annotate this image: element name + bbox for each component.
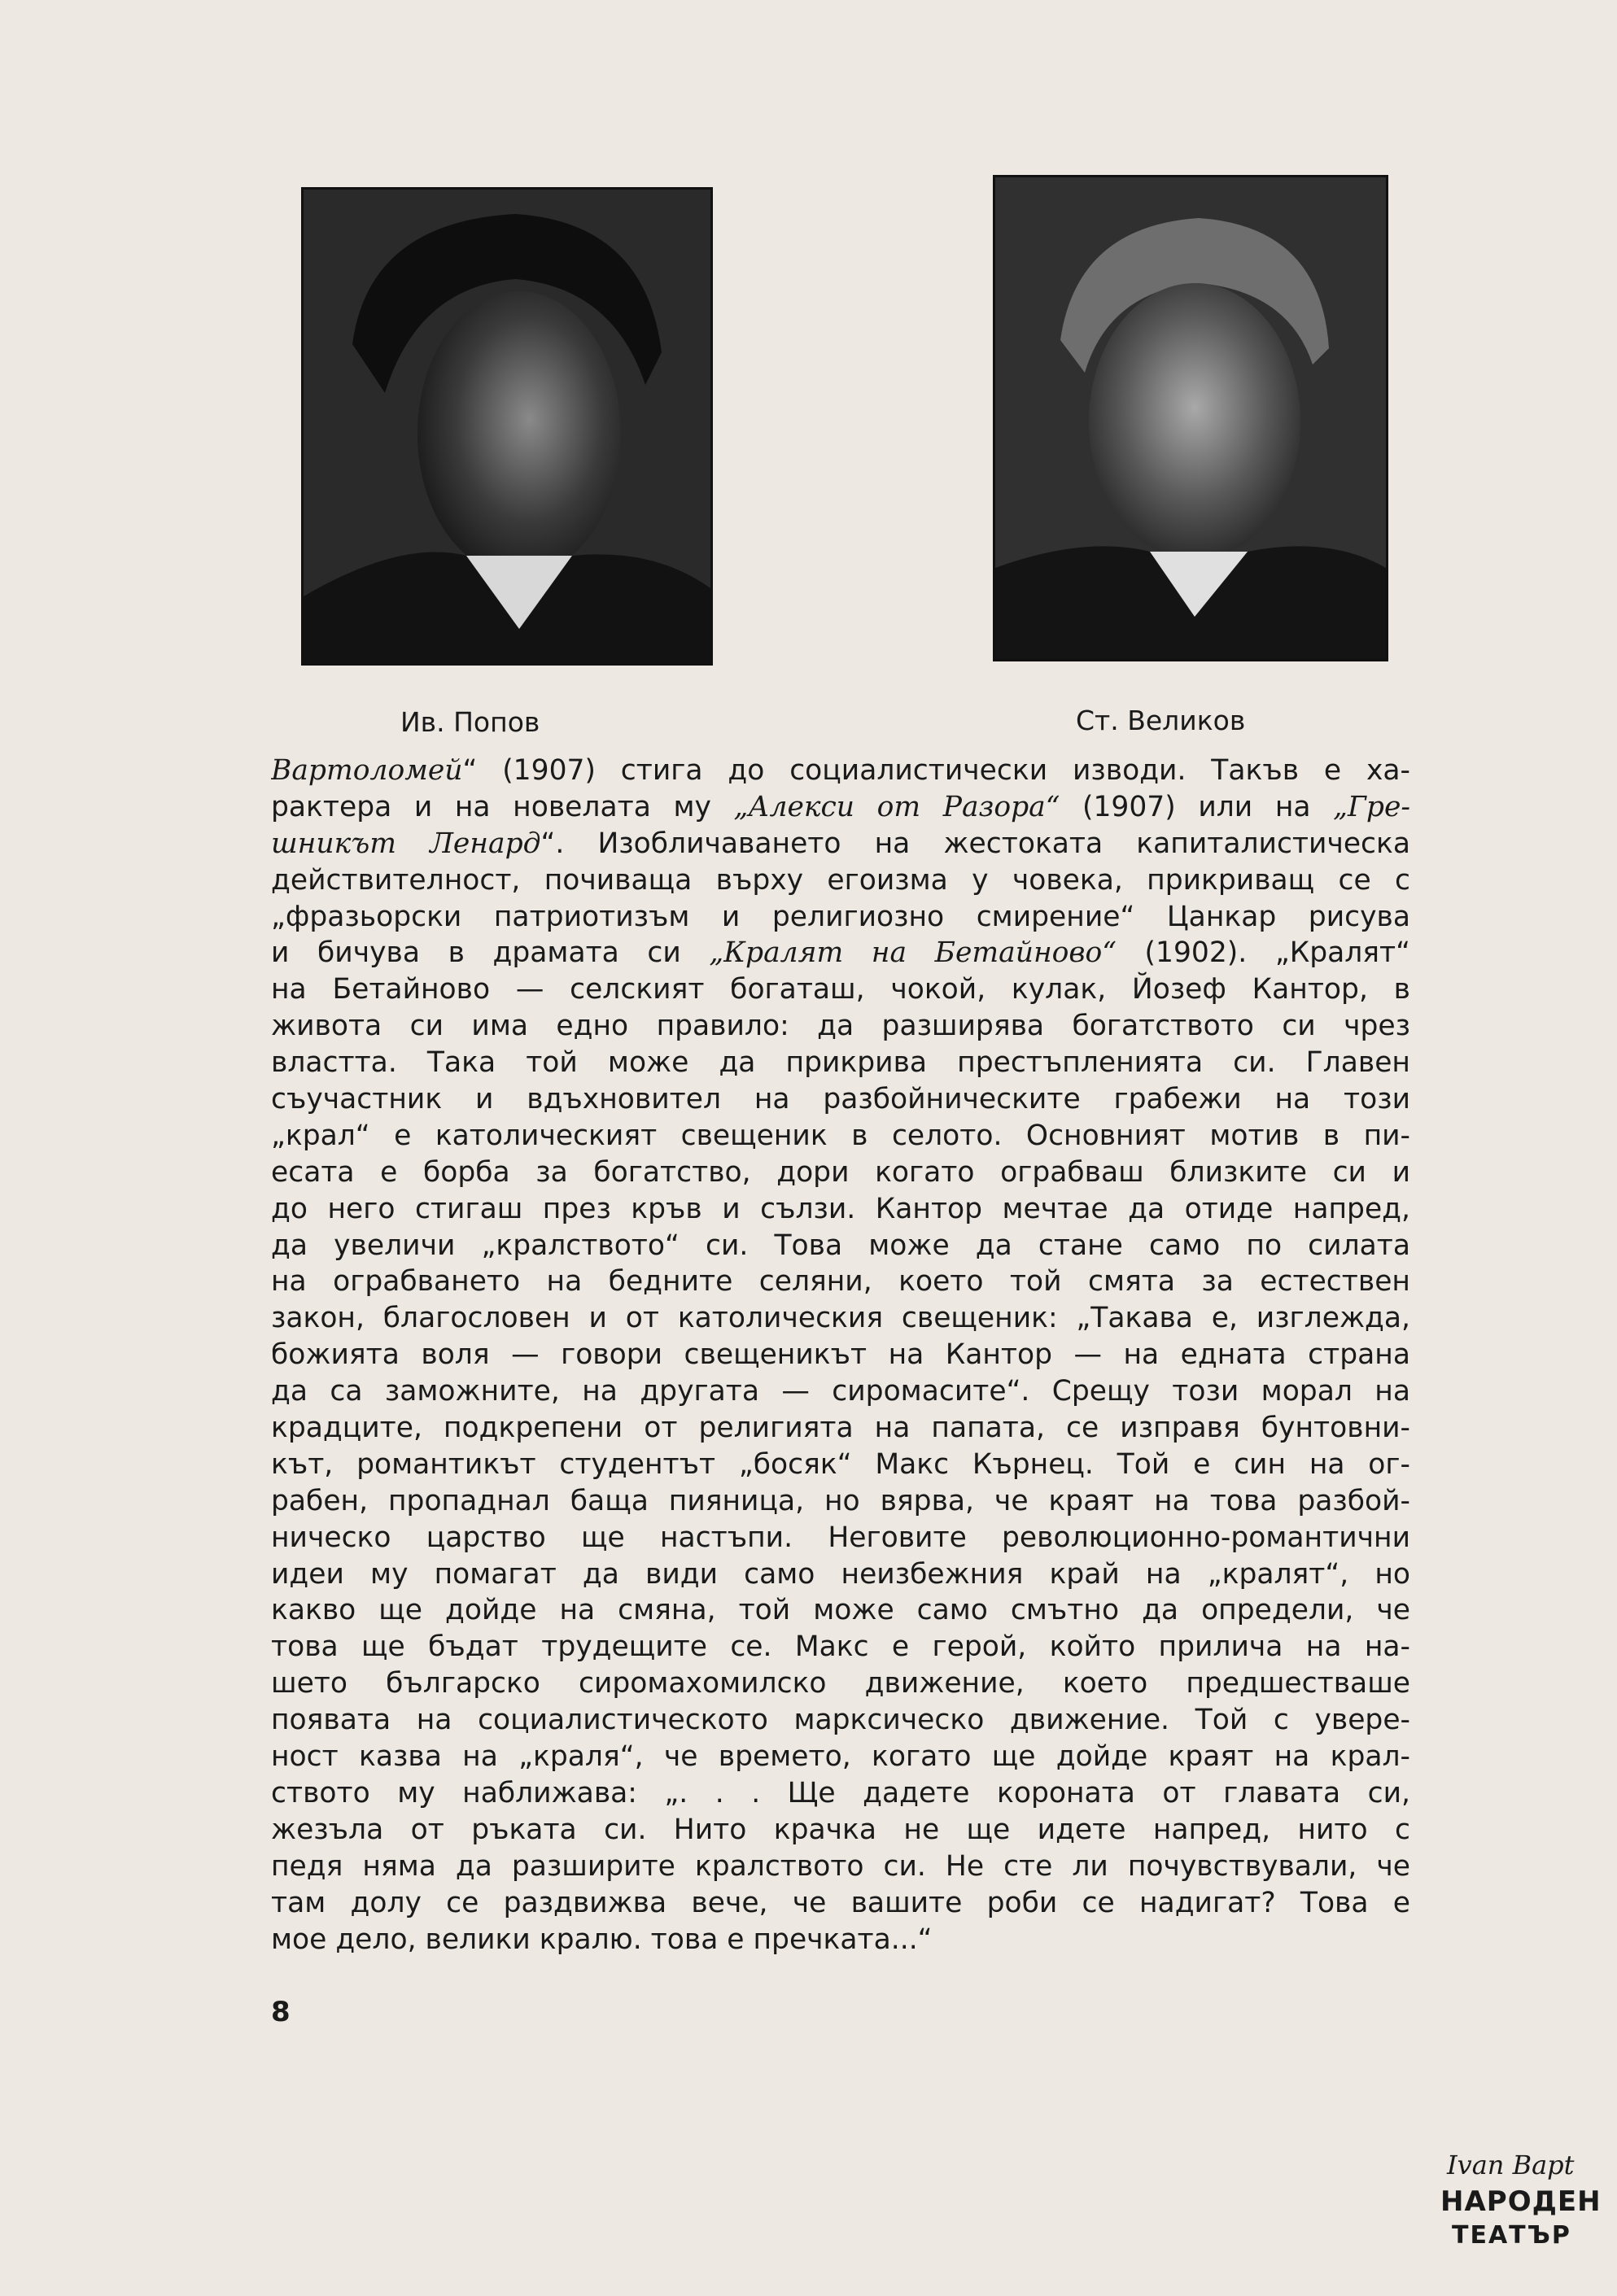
text-fragment: педя няма да разширите кралството си. Не сте ли почувствували, че xyxy=(271,1849,1410,1883)
text-line xyxy=(271,1520,1410,1556)
text-fragment: на ограбването на бедните селяни, което той смята за естествен xyxy=(271,1265,1410,1299)
text-line xyxy=(271,1629,1410,1665)
text-line xyxy=(271,1739,1410,1775)
text-fragment: ството му наближава: „. . . Ще дадете короната от главата си, xyxy=(271,1776,1410,1809)
text-fragment: (1907) или на xyxy=(1060,790,1334,823)
portrait-photo-iv-popov xyxy=(301,187,713,666)
text-fragment: (1902). „Кралят“ xyxy=(1116,936,1410,970)
text-line xyxy=(271,1228,1410,1264)
text-line xyxy=(271,1045,1410,1081)
text-fragment: идеи му помагат да види само неизбежния край на „кралят“, но xyxy=(271,1557,1410,1591)
text-fragment: на Бетайново — селският богаташ, чокой, кулак, Йозеф Кантор, в xyxy=(271,973,1410,1006)
text-line xyxy=(271,971,1410,1008)
text-fragment: да са заможните, на другата — сиромасите“. Срещу този морал на xyxy=(271,1375,1410,1408)
text-fragment: закон, благословен и от католическия свещеник: „Такава е, изглежда, xyxy=(271,1302,1410,1335)
text-fragment: „фразьорски патриотизъм и религиозно смирение“ Цанкар рисува xyxy=(271,900,1410,933)
stamp-signature: Ivan Bapt xyxy=(1447,2150,1575,2180)
portrait-image xyxy=(995,177,1386,659)
text-line xyxy=(271,826,1410,862)
text-fragment: ническо царство ще настъпи. Неговите революционно-романтични xyxy=(271,1521,1410,1554)
text-line xyxy=(271,899,1410,936)
text-fragment: рабен, пропаднал баща пияница, но вярва, че краят на това разбой- xyxy=(271,1484,1410,1517)
text-fragment: съучастник и вдъхновител на разбойническите грабежи на този xyxy=(271,1083,1410,1116)
text-fragment: и бичува в драмата си xyxy=(271,936,710,970)
text-fragment: жезъла от ръката си. Нито крачка не ще идете напред, нито с xyxy=(271,1813,1410,1846)
text-line xyxy=(271,1447,1410,1483)
text-fragment: да увеличи „кралството“ си. Това може да стане само по силата xyxy=(271,1229,1410,1262)
text-line xyxy=(271,1483,1410,1520)
text-line xyxy=(271,1922,1410,1958)
text-line xyxy=(271,1373,1410,1410)
photo-caption-right: Ст. Великов xyxy=(1076,705,1246,736)
text-fragment: “ (1907) стига до социалистически изводи. Такъв е ха- xyxy=(462,754,1410,787)
text-line xyxy=(271,1008,1410,1045)
text-line xyxy=(271,862,1410,899)
text-line xyxy=(271,935,1410,971)
text-fragment: „крал“ е католическият свещеник в селото. Основният мотив в пи- xyxy=(271,1119,1410,1152)
text-fragment: действителност, почиваща върху егоизма у човека, прикриващ се с xyxy=(271,863,1410,897)
text-line xyxy=(271,1081,1410,1118)
stamp-title: НАРОДЕН xyxy=(1440,2185,1602,2218)
photo-caption-left: Ив. Попов xyxy=(400,706,540,738)
text-line xyxy=(271,1191,1410,1228)
text-fragment: “. Изобличаването на жестоката капиталистическа xyxy=(540,827,1410,860)
text-fragment: есата е борба за богатство, дори когато ограбваш близките си и xyxy=(271,1155,1410,1189)
text-fragment: живота си има едно правило: да разширява богатството си чрез xyxy=(271,1010,1410,1043)
portrait-photo-st-velikov xyxy=(993,175,1388,661)
article-body-text xyxy=(271,753,1410,1958)
text-fragment: шето българско сиромахомилско движение, което предшестваше xyxy=(271,1667,1410,1700)
portrait-image xyxy=(304,190,710,663)
text-line xyxy=(271,1300,1410,1337)
text-line xyxy=(271,1118,1410,1155)
page-number: 8 xyxy=(271,1996,291,2028)
text-fragment: появата на социалистическото марксическо движение. Той с увере- xyxy=(271,1704,1410,1737)
stamp-subtitle: ТЕАТЪР xyxy=(1452,2221,1571,2250)
text-line xyxy=(271,1264,1410,1300)
text-line xyxy=(271,789,1410,826)
text-line xyxy=(271,1556,1410,1593)
italic-title-fragment: Вартоломей xyxy=(271,754,463,787)
text-line xyxy=(271,1410,1410,1447)
text-line xyxy=(271,1702,1410,1739)
text-fragment: това ще бъдат трудещите се. Макс е герой, който прилича на на- xyxy=(271,1630,1410,1664)
text-line xyxy=(271,1665,1410,1702)
italic-title-fragment: „Гре- xyxy=(1333,790,1410,823)
text-fragment: какво ще дойде на смяна, той може само смътно да определи, че xyxy=(271,1594,1410,1627)
text-fragment: кът, романтикът студентът „босяк“ Макс Кърнец. Той е син на ог- xyxy=(271,1447,1410,1481)
text-line xyxy=(271,753,1410,789)
text-line xyxy=(271,1155,1410,1191)
text-fragment: мое дело, велики кралю. това е пречката...“ xyxy=(271,1923,933,1956)
text-fragment: рактера и на новелата му xyxy=(271,790,734,823)
text-fragment: там долу се раздвижва вече, че вашите роби се надигат? Това е xyxy=(271,1886,1410,1919)
text-line xyxy=(271,1775,1410,1812)
italic-title-fragment: „Кралят на Бетайново“ xyxy=(709,936,1117,970)
text-line xyxy=(271,1885,1410,1922)
text-fragment: до него стигаш през кръв и сълзи. Кантор мечтае да отиде напред, xyxy=(271,1192,1410,1225)
theatre-stamp xyxy=(1439,2148,1602,2270)
text-line xyxy=(271,1337,1410,1373)
text-line xyxy=(271,1592,1410,1629)
text-fragment: властта. Така той може да прикрива престъпленията си. Главен xyxy=(271,1046,1410,1080)
text-fragment: ност казва на „краля“, че времето, когато ще дойде краят на крал- xyxy=(271,1740,1410,1774)
italic-title-fragment: „Алекси от Разора“ xyxy=(733,790,1060,823)
text-fragment: крадците, подкрепени от религията на папата, се изправя бунтовни- xyxy=(271,1412,1410,1445)
text-line xyxy=(271,1812,1410,1849)
italic-title-fragment: шникът Ленард xyxy=(271,827,541,860)
text-line xyxy=(271,1849,1410,1885)
text-fragment: божията воля — говори свещеникът на Кантор — на едната страна xyxy=(271,1338,1410,1372)
